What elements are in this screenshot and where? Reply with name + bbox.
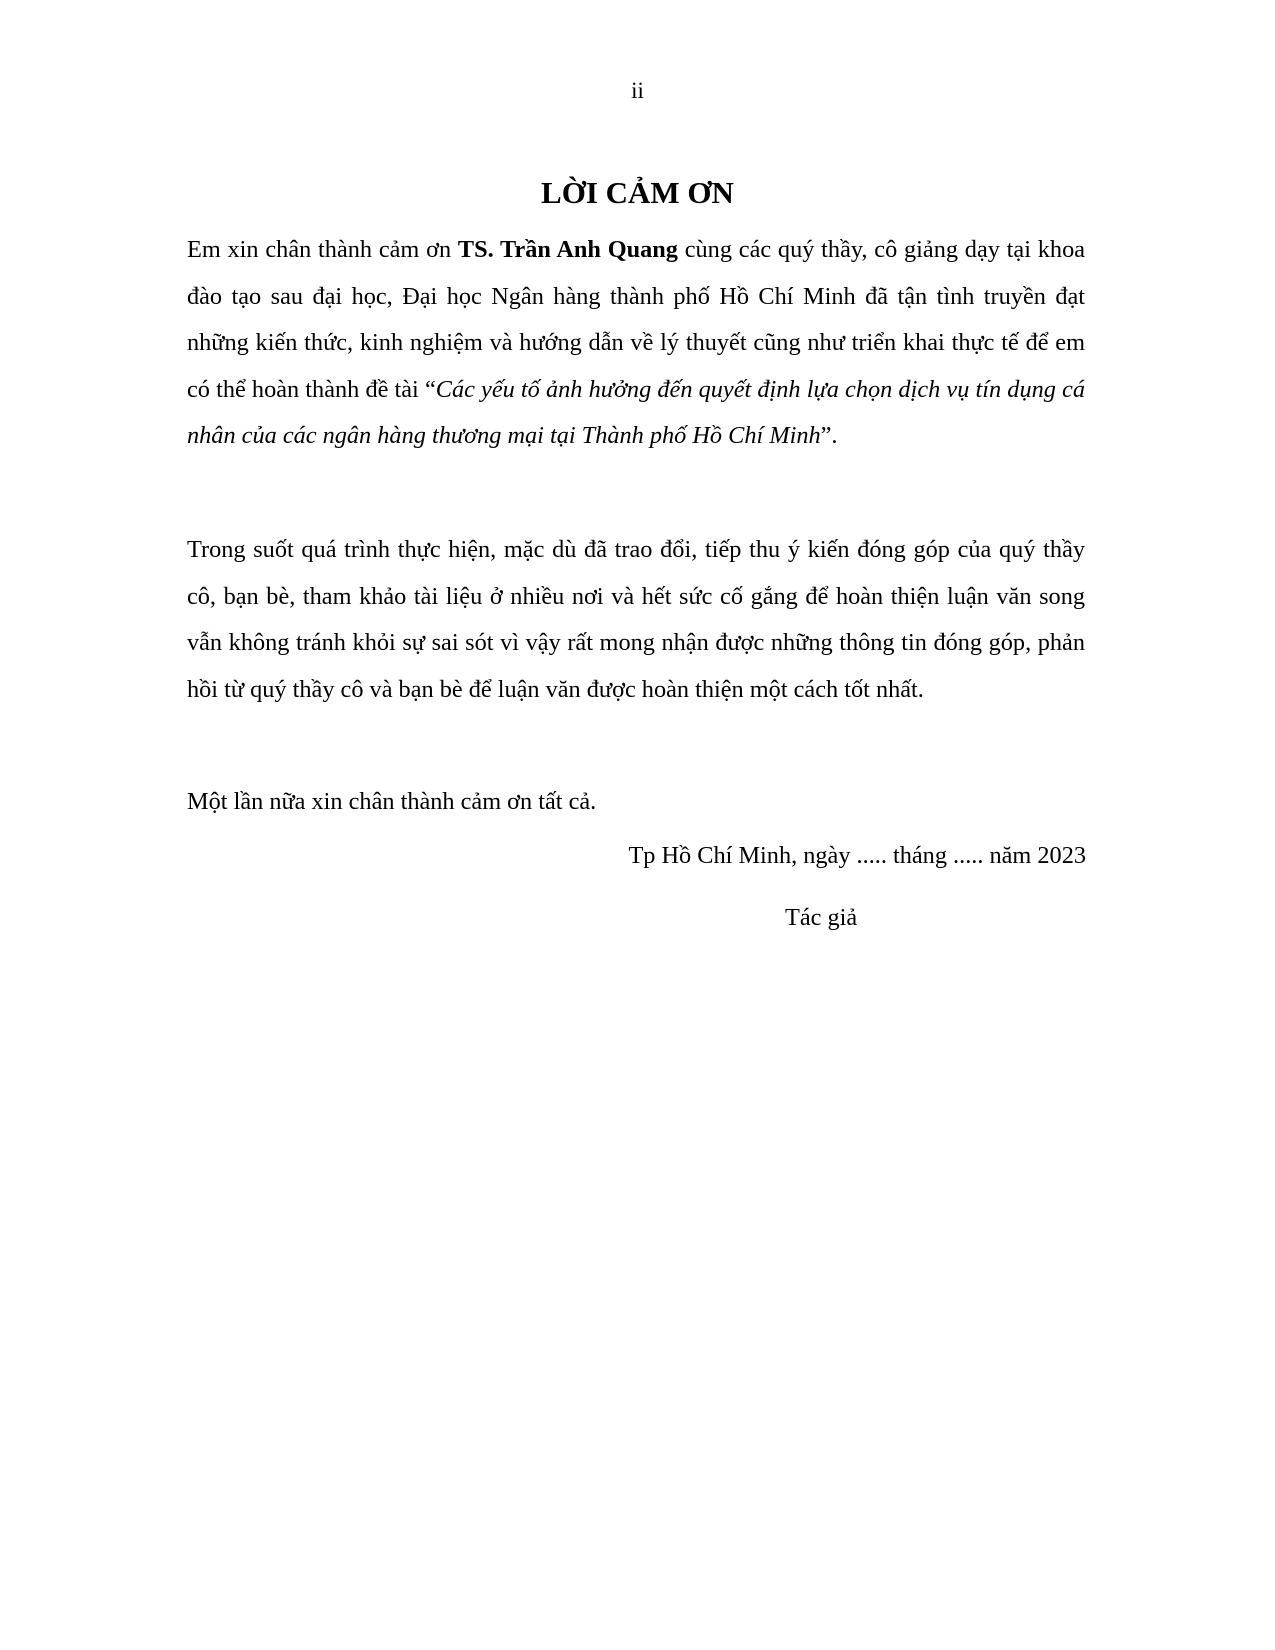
acknowledgement-paragraph-3: Một lần nữa xin chân thành cảm ơn tất cả. <box>187 788 597 815</box>
advisor-name: TS. Trần Anh Quang <box>457 236 678 263</box>
signature-place-date: Tp Hồ Chí Minh, ngày ..... tháng ..... năm 2023 <box>628 842 1086 869</box>
thesis-title: Các yếu tố ảnh hưởng đến quyết định lựa chọn dịch vụ tín dụng cá nhân của các ngân hàng thương mại tại Thành phố Hồ Chí Minh <box>187 375 1085 449</box>
paragraph-1-intro: Em xin chân thành cảm ơn <box>187 236 458 263</box>
paragraph-1-end: ”. <box>820 422 838 449</box>
page-number: ii <box>631 78 644 103</box>
acknowledgement-paragraph-2: Trong suốt quá trình thực hiện, mặc dù đã trao đổi, tiếp thu ý kiến đóng góp của quý thầy cô, bạn bè, tham khảo tài liệu ở nhiều nơi và hết sức cố gắng để hoàn thiện luận văn song vẫn không tránh khỏi sự sai sót vì vậy rất mong nhận được những thông tin đóng góp, phản hồi từ quý thầy cô và bạn bè để luận văn được hoàn thiện một cách tốt nhất. <box>187 536 1085 703</box>
acknowledgement-paragraph-1 <box>187 227 1085 460</box>
signature-author: Tác giả <box>785 904 858 931</box>
page-title: LỜI CẢM ƠN <box>541 175 734 210</box>
paragraph-1-middle: cùng các quý thầy, cô giảng dạy tại khoa đào tạo sau đại học, Đại học Ngân hàng thành phố Hồ Chí Minh đã tận tình truyền đạt những kiến thức, kinh nghiệm và hướng dẫn về lý thuyết cũng như triển khai thực tế để em có thể hoàn thành đề tài “ <box>187 236 1085 403</box>
